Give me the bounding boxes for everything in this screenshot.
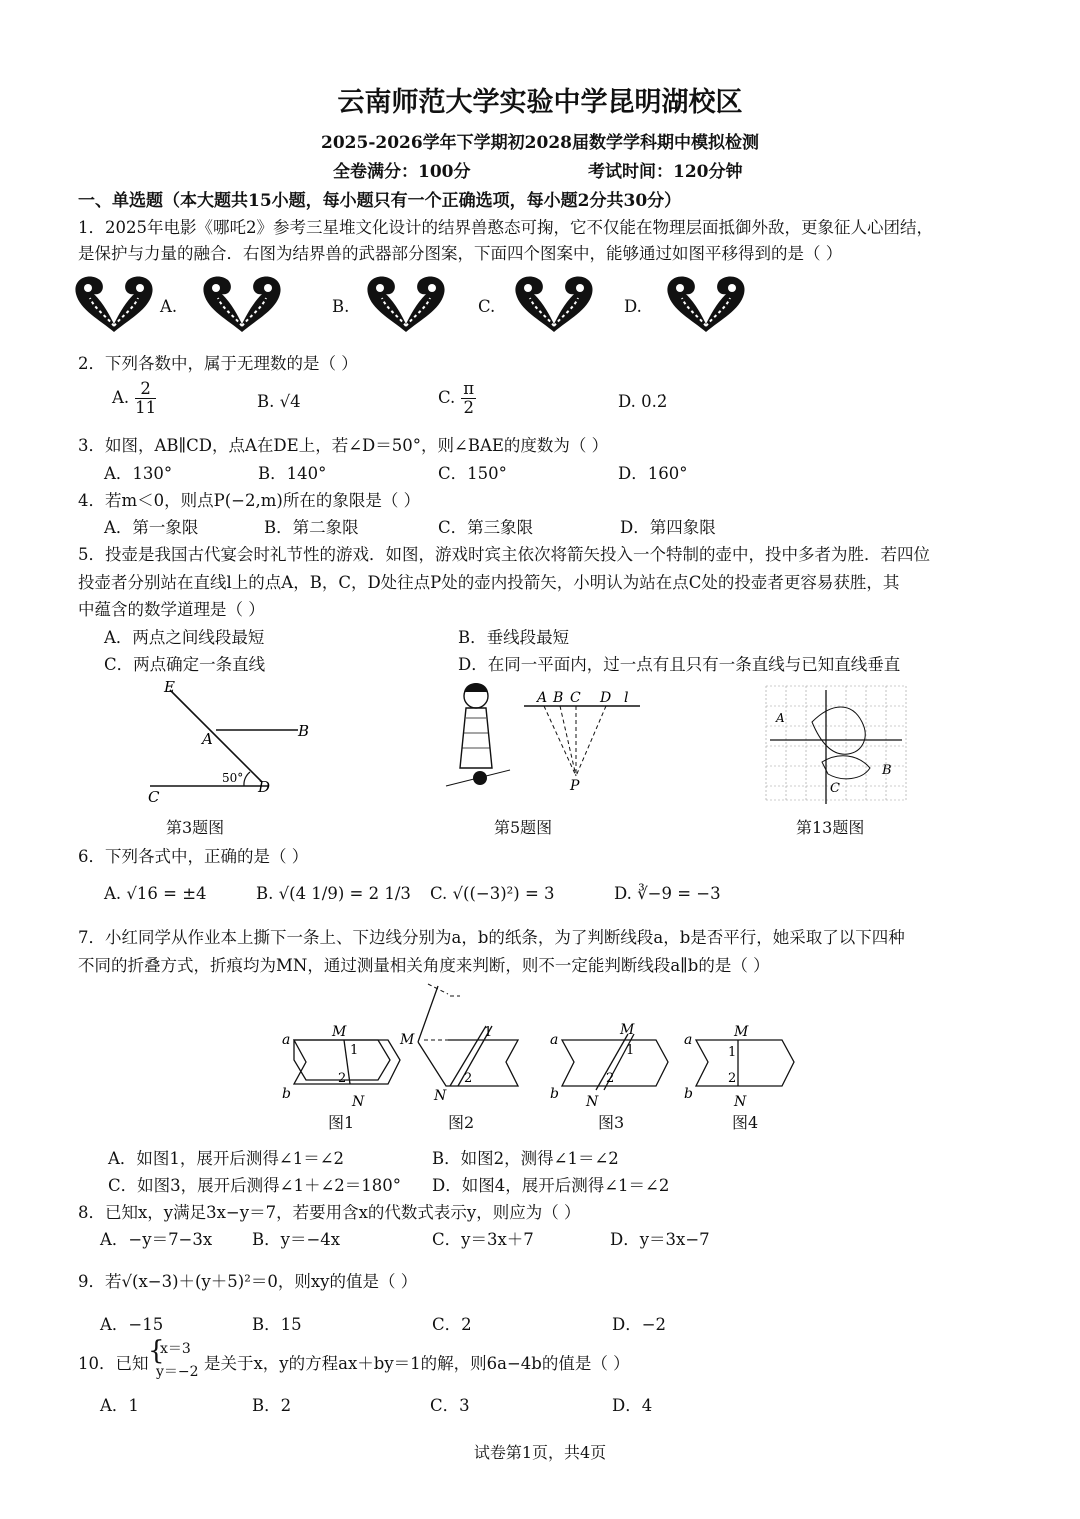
q1-option-a: A. <box>160 297 178 316</box>
svg-text:2: 2 <box>338 1071 347 1086</box>
svg-text:1: 1 <box>728 1045 737 1060</box>
svg-text:M: M <box>400 1032 415 1048</box>
q10-option-c: C．3 <box>430 1396 470 1415</box>
q10-suffix: 是关于x，y的方程ax＋by＝1的解，则6a−4b的值是（ ） <box>204 1354 630 1373</box>
q6-stem: 6．下列各式中，正确的是（ ） <box>78 847 309 866</box>
svg-text:a: a <box>282 1032 291 1048</box>
fig5-label-l: l <box>624 690 629 706</box>
q6-option-c: C. √((−3)²) = 3 <box>430 884 555 903</box>
q8-option-a: A．−y＝7−3x <box>100 1230 213 1249</box>
school-title: 云南师范大学实验中学昆明湖校区 <box>337 87 743 118</box>
q4-option-c: C．第三象限 <box>438 518 534 537</box>
q7-figure-2 <box>399 984 518 1104</box>
q4-option-b: B．第二象限 <box>264 518 359 537</box>
q1-option-c: C. <box>478 297 496 316</box>
fig5-label-c: C <box>570 690 581 706</box>
q6-option-b: B. √(4 1/9) = 2 1/3 <box>256 884 411 903</box>
svg-text:1: 1 <box>484 1025 493 1040</box>
q7-option-a: A．如图1，展开后测得∠1＝∠2 <box>108 1149 345 1168</box>
q4-stem: 4．若m＜0，则点P(−2,m)所在的象限是（ ） <box>78 491 421 510</box>
svg-text:N: N <box>434 1088 447 1104</box>
svg-text:2: 2 <box>728 1071 737 1086</box>
q7-fig1-caption: 图1 <box>328 1113 355 1132</box>
svg-text:1: 1 <box>350 1043 359 1058</box>
fig13-label-b: B <box>882 763 892 778</box>
q10-brace: { <box>148 1336 165 1366</box>
figure-5-diagram <box>440 678 660 798</box>
q2-stem: 2．下列各数中，属于无理数的是（ ） <box>78 354 358 373</box>
figure-5-caption: 第5题图 <box>494 818 553 837</box>
q8-option-d: D．y＝3x−7 <box>610 1230 710 1249</box>
q7-line1: 7．小红同学从作业本上撕下一条上、下边线分别为a，b的纸条，为了判断线段a，b是否平行，她采取了以下四种 <box>78 928 905 947</box>
figure-5-person-image <box>446 683 510 786</box>
svg-text:M: M <box>620 1022 635 1038</box>
q5-line1: 5．投壶是我国古代宴会时礼节性的游戏．如图，游戏时宾主依次将箭矢投入一个特制的壶中，投中多者为胜．若四位 <box>78 545 930 564</box>
svg-text:b: b <box>550 1086 559 1102</box>
q8-stem: 8．已知x，y满足3x−y＝7，若要用含x的代数式表示y，则应为（ ） <box>78 1203 581 1222</box>
q10-equation-1: x＝3 <box>160 1341 191 1357</box>
fig3-label-a: A <box>202 730 213 748</box>
motif-d <box>667 276 744 332</box>
fig5-label-a: A <box>537 690 548 706</box>
q5-option-a: A．两点之间线段最短 <box>104 628 265 647</box>
q4-option-d: D．第四象限 <box>620 518 716 537</box>
q7-figure-1 <box>282 1024 400 1110</box>
q1-option-d: D. <box>624 297 642 316</box>
q5-line3: 中蕴含的数学道理是（ ） <box>78 600 265 619</box>
q10-option-a: A．1 <box>100 1396 139 1415</box>
q7-option-d: D．如图4，展开后测得∠1＝∠2 <box>432 1176 670 1195</box>
exam-title: 2025-2026学年下学期初2028届数学学科期中模拟检测 <box>321 133 759 153</box>
q10-equation-2: y＝−2 <box>156 1364 199 1380</box>
motif-original <box>75 276 152 332</box>
svg-text:N: N <box>352 1094 365 1110</box>
q9-stem: 9．若√(x−3)＋(y＋5)²＝0，则xy的值是（ ） <box>78 1272 418 1291</box>
q7-line2: 不同的折叠方式，折痕均为MN，通过测量相关角度来判断，则不一定能判断线段a∥b的是（ ） <box>78 956 770 975</box>
q7-figure-4 <box>684 1024 794 1110</box>
q5-option-b: B．垂线段最短 <box>458 628 570 647</box>
q7-option-b: B．如图2，测得∠1＝∠2 <box>432 1149 619 1168</box>
fig3-label-c: C <box>148 788 160 806</box>
q10-option-b: B．2 <box>252 1396 292 1415</box>
q7-figure-3 <box>550 1022 668 1110</box>
q6-option-d: D. ∛−9 = −3 <box>614 884 721 903</box>
fig5-label-b: B <box>553 690 564 706</box>
svg-text:b: b <box>282 1086 291 1102</box>
q9-option-b: B．15 <box>252 1315 302 1334</box>
fig3-label-e: E <box>164 678 175 696</box>
q1-option-b: B. <box>332 297 350 316</box>
q1-pattern-images <box>70 266 870 346</box>
svg-text:N: N <box>586 1094 599 1110</box>
q4-option-a: A．第一象限 <box>104 518 199 537</box>
q2-option-a: A. $\frac{2}{11}$ <box>112 379 157 418</box>
q5-option-c: C．两点确定一条直线 <box>104 655 266 674</box>
q7-fig3-caption: 图3 <box>598 1113 625 1132</box>
q3-option-c: C．150° <box>438 464 507 483</box>
svg-text:a: a <box>684 1032 693 1048</box>
svg-text:1: 1 <box>626 1043 635 1058</box>
fig3-label-b: B <box>298 722 310 740</box>
figure-3-diagram <box>140 678 340 808</box>
q10-prefix: 10．已知 <box>78 1354 149 1373</box>
figure-13-caption: 第13题图 <box>796 818 865 837</box>
full-score: 全卷满分：100分 <box>333 162 471 182</box>
q7-option-c: C．如图3，展开后测得∠1＋∠2＝180° <box>108 1176 402 1195</box>
exam-time: 考试时间：120分钟 <box>588 162 743 182</box>
svg-text:a: a <box>550 1032 559 1048</box>
section-heading: 一、单选题（本大题共15小题，每小题只有一个正确选项，每小题2分共30分） <box>78 191 682 211</box>
fig3-angle-label: 50° <box>222 771 244 785</box>
q8-option-c: C．y＝3x＋7 <box>432 1230 534 1249</box>
q1-line1: 1．2025年电影《哪吒2》参考三星堆文化设计的结界兽憨态可掬，它不仅能在物理层面抵御外敌，更象征人心团结， <box>78 218 933 237</box>
fig3-label-d: D <box>258 778 271 796</box>
motif-c <box>515 276 592 332</box>
q9-option-a: A．−15 <box>100 1315 164 1334</box>
q7-fig4-caption: 图4 <box>732 1113 759 1132</box>
fig13-label-a: A <box>776 711 785 725</box>
svg-text:b: b <box>684 1086 693 1102</box>
svg-text:2: 2 <box>606 1071 615 1086</box>
q5-option-d: D．在同一平面内，过一点有且只有一条直线与已知直线垂直 <box>458 655 901 674</box>
q2-option-d: D. 0.2̇ <box>618 392 668 411</box>
q3-option-d: D．160° <box>618 464 688 483</box>
svg-text:N: N <box>734 1094 747 1110</box>
q3-stem: 3．如图，AB∥CD，点A在DE上，若∠D＝50°，则∠BAE的度数为（ ） <box>78 436 609 455</box>
figure-13-diagram <box>762 682 912 806</box>
q9-option-c: C．2 <box>432 1315 472 1334</box>
motif-a <box>203 276 280 332</box>
q5-line2: 投壶者分别站在直线l上的点A，B，C，D处往点P处的壶内投箭矢，小明认为站在点C处的投壶者更容易获胜，其 <box>78 573 900 592</box>
page-footer: 试卷第1页，共4页 <box>473 1443 607 1462</box>
motif-b <box>367 276 444 332</box>
q9-option-d: D．−2 <box>612 1315 667 1334</box>
q7-fig2-caption: 图2 <box>448 1113 475 1132</box>
svg-text:M: M <box>332 1024 347 1040</box>
fig13-label-c: C <box>830 781 840 796</box>
q8-option-b: B．y＝−4x <box>252 1230 341 1249</box>
q6-option-a: A. √16 = ±4 <box>104 884 207 903</box>
fig5-label-p: P <box>570 778 580 794</box>
q3-option-b: B．140° <box>258 464 327 483</box>
q2-option-c: C. $\frac{\pi}{2}$ <box>438 379 475 418</box>
q10-option-d: D．4 <box>612 1396 653 1415</box>
svg-text:M: M <box>734 1024 749 1040</box>
fig5-label-d: D <box>600 690 612 706</box>
q3-option-a: A．130° <box>104 464 173 483</box>
q1-line2: 是保护与力量的融合．右图为结界兽的武器部分图案，下面四个图案中，能够通过如图平移得到的是（ ） <box>78 244 843 263</box>
figure-3-caption: 第3题图 <box>166 818 225 837</box>
svg-text:2: 2 <box>464 1071 473 1086</box>
q2-option-b: B. √4 <box>257 392 301 411</box>
